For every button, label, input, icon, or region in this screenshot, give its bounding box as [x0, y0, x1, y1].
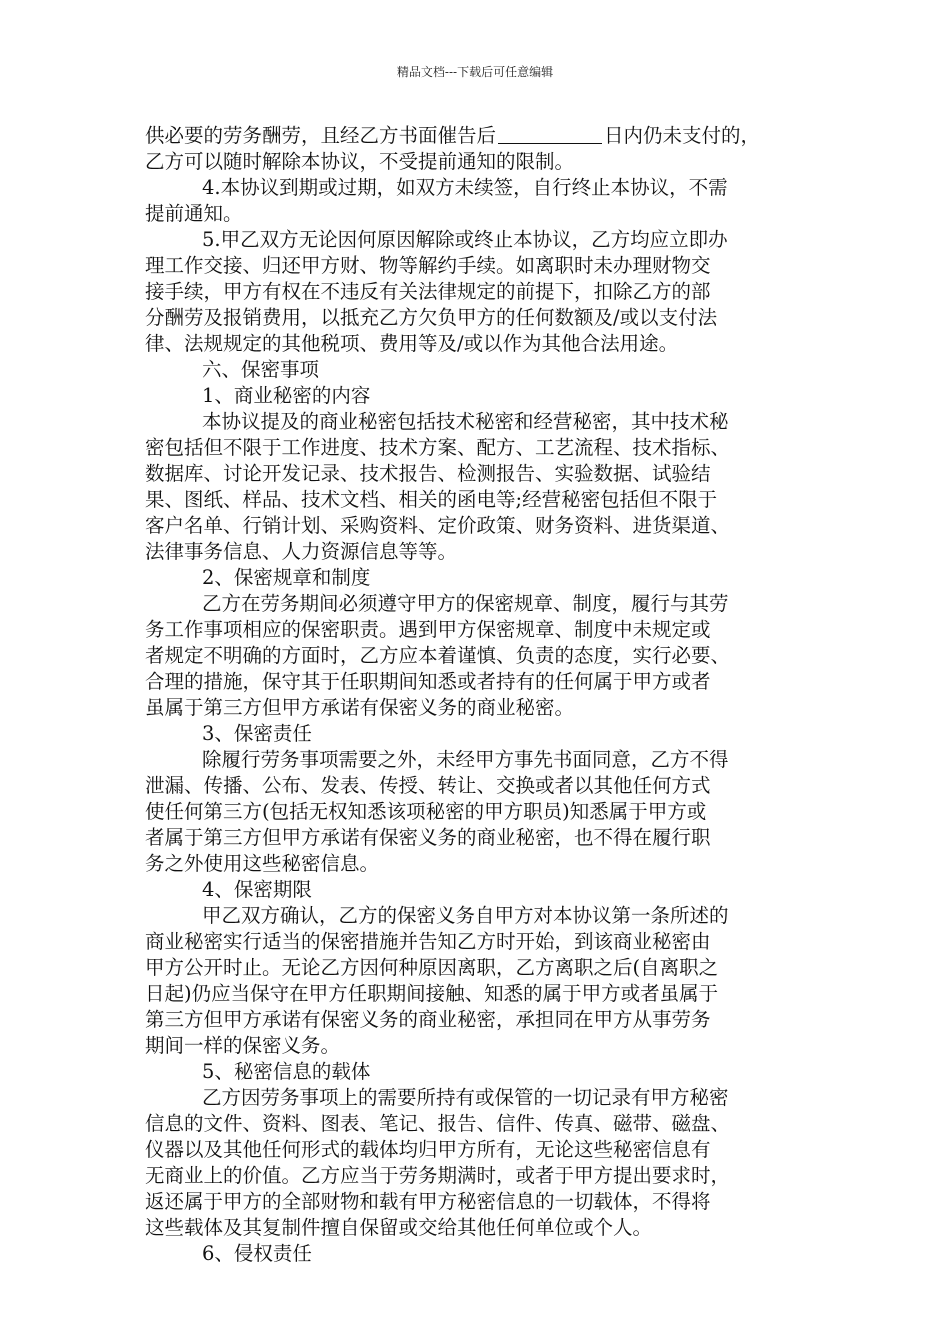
- text-line: 者规定不明确的方面时，乙方应本着谨慎、负责的态度，实行必要、: [145, 644, 731, 667]
- text-line: 甲乙双方确认，乙方的保密义务自甲方对本协议第一条所述的: [202, 904, 729, 927]
- text-line: 分酬劳及报销费用，以抵充乙方欠负甲方的任何数额及/或以支付法: [145, 306, 718, 329]
- text-line: 使任何第三方(包括无权知悉该项秘密的甲方职员)知悉属于甲方或: [145, 800, 707, 823]
- text-line: 者属于第三方但甲方承诺有保密义务的商业秘密，也不得在履行职: [145, 826, 711, 849]
- subsection-heading: 3、保密责任: [202, 722, 312, 745]
- page-header: 精品文档---下载后可任意编辑: [396, 65, 554, 79]
- document-body: [145, 123, 810, 1267]
- text-line: 甲方公开时止。无论乙方因何种原因离职，乙方离职之后(自离职之: [145, 956, 719, 979]
- blank-underline: [498, 123, 602, 144]
- text-line: 果、图纸、样品、技术文档、相关的函电等;经营秘密包括但不限于: [145, 488, 718, 511]
- text-line: 客户名单、行销计划、采购资料、定价政策、财务资料、进货渠道、: [145, 514, 731, 537]
- text-line: 返还属于甲方的全部财物和载有甲方秘密信息的一切载体，不得将: [145, 1190, 711, 1213]
- text-line: 本协议提及的商业秘密包括技术秘密和经营秘密，其中技术秘: [202, 410, 729, 433]
- text-line: 乙方在劳务期间必须遵守甲方的保密规章、制度，履行与其劳: [202, 592, 729, 615]
- subsection-heading: 6、侵权责任: [202, 1242, 312, 1265]
- text-line: [145, 123, 810, 149]
- text-line: 律、法规规定的其他税项、费用等及/或以作为其他合法用途。: [145, 332, 679, 355]
- text-line: 合理的措施，保守其于任职期间知悉或者持有的任何属于甲方或者: [145, 670, 711, 693]
- subsection-heading: 2、保密规章和制度: [202, 566, 371, 589]
- text-line: 信息的文件、资料、图表、笔记、报告、信件、传真、磁带、磁盘、: [145, 1112, 731, 1135]
- text-fragment: 供必要的劳务酬劳，且经乙方书面催告后: [145, 124, 497, 147]
- section-heading: 六、保密事项: [202, 358, 320, 381]
- text-fragment: 日内仍未支付的，: [604, 124, 761, 147]
- text-line: 5.甲乙双方无论因何原因解除或终止本协议，乙方均应立即办: [202, 228, 728, 251]
- text-line: 日起)仍应当保守在甲方任职期间接触、知悉的属于甲方或者虽属于: [145, 982, 719, 1005]
- text-line: 仪器以及其他任何形式的载体均归甲方所有，无论这些秘密信息有: [145, 1138, 711, 1161]
- text-line: 期间一样的保密义务。: [145, 1034, 341, 1057]
- text-line: 这些载体及其复制件擅自保留或交给其他任何单位或个人。: [145, 1216, 653, 1239]
- subsection-heading: 1、商业秘密的内容: [202, 384, 371, 407]
- text-line: 商业秘密实行适当的保密措施并告知乙方时开始，到该商业秘密由: [145, 930, 711, 953]
- text-line: 理工作交接、归还甲方财、物等解约手续。如离职时未办理财物交: [145, 254, 711, 277]
- subsection-heading: 5、秘密信息的载体: [202, 1060, 371, 1083]
- text-line: 数据库、讨论开发记录、技术报告、检测报告、实验数据、试验结: [145, 462, 711, 485]
- text-line: 无商业上的价值。乙方应当于劳务期满时，或者于甲方提出要求时，: [145, 1164, 731, 1187]
- text-line: 法律事务信息、人力资源信息等等。: [145, 540, 458, 563]
- text-line: 乙方因劳务事项上的需要所持有或保管的一切记录有甲方秘密: [202, 1086, 729, 1109]
- text-line: 虽属于第三方但甲方承诺有保密义务的商业秘密。: [145, 696, 575, 719]
- text-line: 密包括但不限于工作进度、技术方案、配方、工艺流程、技术指标、: [145, 436, 731, 459]
- text-line: 务工作事项相应的保密职责。遇到甲方保密规章、制度中未规定或: [145, 618, 711, 641]
- subsection-heading: 4、保密期限: [202, 878, 312, 901]
- text-line: 泄漏、传播、公布、发表、传授、转让、交换或者以其他任何方式: [145, 774, 711, 797]
- text-line: 提前通知。: [145, 202, 243, 225]
- text-line: 除履行劳务事项需要之外，未经甲方事先书面同意，乙方不得: [202, 748, 729, 771]
- text-line: 接手续，甲方有权在不违反有关法律规定的前提下，扣除乙方的部: [145, 280, 711, 303]
- text-line: 务之外使用这些秘密信息。: [145, 852, 380, 875]
- text-line: 4.本协议到期或过期，如双方未续签，自行终止本协议，不需: [202, 176, 728, 199]
- text-line: 第三方但甲方承诺有保密义务的商业秘密，承担同在甲方从事劳务: [145, 1008, 711, 1031]
- text-line: 乙方可以随时解除本协议，不受提前通知的限制。: [145, 150, 575, 173]
